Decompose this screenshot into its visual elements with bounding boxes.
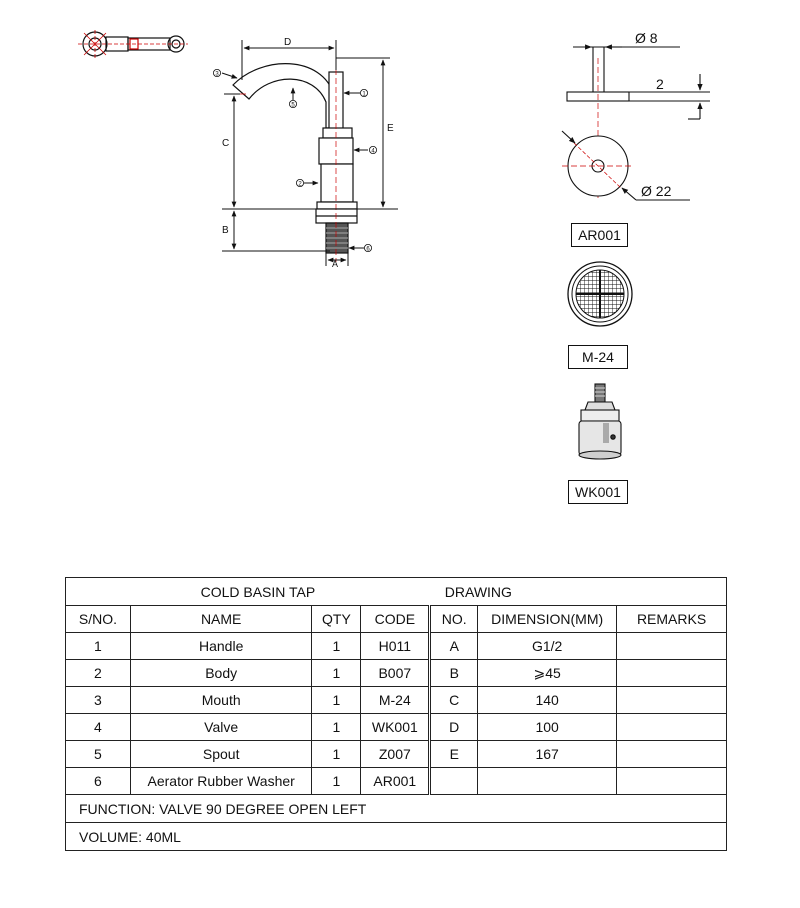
table-row xyxy=(66,633,727,660)
svg-text:2: 2 xyxy=(298,181,302,188)
table-title: COLD BASIN TAP xyxy=(200,583,316,600)
dim-letter-a: A xyxy=(332,259,339,269)
table-row xyxy=(66,768,727,795)
cell-code: WK001 xyxy=(361,714,430,741)
cell-name: Handle xyxy=(130,633,312,660)
cell-dim xyxy=(478,768,617,795)
volume-note: VOLUME: 40ML xyxy=(66,823,727,851)
header-remarks: REMARKS xyxy=(617,606,727,633)
table-row xyxy=(66,660,727,687)
cell-remarks xyxy=(617,660,727,687)
header-no: NO. xyxy=(430,606,478,633)
spec-table xyxy=(65,577,727,851)
dim-letter-e: E xyxy=(387,123,394,134)
function-note: FUNCTION: VALVE 90 DEGREE OPEN LEFT xyxy=(66,795,727,823)
cell-code: H011 xyxy=(361,633,430,660)
drawing-label: DRAWING xyxy=(444,583,512,600)
callout-4 xyxy=(354,146,377,154)
cell-qty: 1 xyxy=(312,633,361,660)
cell-qty: 1 xyxy=(312,741,361,768)
cell-qty: 1 xyxy=(312,768,361,795)
cell-sno: 6 xyxy=(66,768,131,795)
cell-no xyxy=(430,768,478,795)
cell-no: A xyxy=(430,633,478,660)
callout-3 xyxy=(213,69,237,78)
cell-dim: G1/2 xyxy=(478,633,617,660)
cell-sno: 3 xyxy=(66,687,131,714)
cell-sno: 2 xyxy=(66,660,131,687)
cell-remarks xyxy=(617,714,727,741)
table-row xyxy=(66,687,727,714)
svg-text:3: 3 xyxy=(215,71,219,78)
header-qty: QTY xyxy=(312,606,361,633)
dim-d-small: Ø 8 xyxy=(635,30,658,46)
svg-text:5: 5 xyxy=(291,102,295,109)
cell-dim: 167 xyxy=(478,741,617,768)
cell-name: Aerator Rubber Washer xyxy=(130,768,312,795)
cell-sno: 4 xyxy=(66,714,131,741)
code-m24: M-24 xyxy=(568,345,628,369)
cell-dim: ⩾45 xyxy=(478,660,617,687)
valve-cartridge-view xyxy=(579,384,621,459)
cell-qty: 1 xyxy=(312,714,361,741)
dim-d-large: Ø 22 xyxy=(641,183,672,199)
thread-stem xyxy=(326,223,348,253)
cell-no: C xyxy=(430,687,478,714)
svg-text:6: 6 xyxy=(366,246,370,253)
cell-code: AR001 xyxy=(361,768,430,795)
svg-text:4: 4 xyxy=(371,148,375,155)
tap-side-view xyxy=(226,60,357,262)
cell-code: B007 xyxy=(361,660,430,687)
cell-name: Spout xyxy=(130,741,312,768)
cell-remarks xyxy=(617,687,727,714)
cell-remarks xyxy=(617,633,727,660)
tap-top-view xyxy=(78,30,188,58)
header-sno: S/NO. xyxy=(66,606,131,633)
cell-remarks xyxy=(617,741,727,768)
dim-letter-b: B xyxy=(222,225,229,236)
header-dimension: DIMENSION(MM) xyxy=(478,606,617,633)
header-name: NAME xyxy=(130,606,312,633)
dim-letter-d: D xyxy=(284,37,292,48)
cell-dim: 100 xyxy=(478,714,617,741)
callout-2 xyxy=(296,179,318,187)
cell-sno: 1 xyxy=(66,633,131,660)
code-ar001: AR001 xyxy=(571,223,628,247)
cell-code: Z007 xyxy=(361,741,430,768)
callout-5 xyxy=(289,88,296,108)
cell-no: B xyxy=(430,660,478,687)
table-header-row xyxy=(66,606,727,633)
callout-1 xyxy=(344,89,368,97)
aerator-mesh-view xyxy=(568,262,632,326)
dim-thickness: 2 xyxy=(656,76,664,92)
table-row xyxy=(66,741,727,768)
cell-qty: 1 xyxy=(312,687,361,714)
cell-sno: 5 xyxy=(66,741,131,768)
code-wk001: WK001 xyxy=(568,480,628,504)
table-row xyxy=(66,714,727,741)
svg-text:1: 1 xyxy=(362,91,366,98)
header-code: CODE xyxy=(361,606,430,633)
cell-name: Body xyxy=(130,660,312,687)
cell-name: Valve xyxy=(130,714,312,741)
dim-letter-c: C xyxy=(222,138,230,149)
cell-name: Mouth xyxy=(130,687,312,714)
cell-no: D xyxy=(430,714,478,741)
cell-remarks xyxy=(617,768,727,795)
cell-qty: 1 xyxy=(312,660,361,687)
callout-6 xyxy=(349,244,372,252)
cell-dim: 140 xyxy=(478,687,617,714)
cell-code: M-24 xyxy=(361,687,430,714)
cell-no: E xyxy=(430,741,478,768)
